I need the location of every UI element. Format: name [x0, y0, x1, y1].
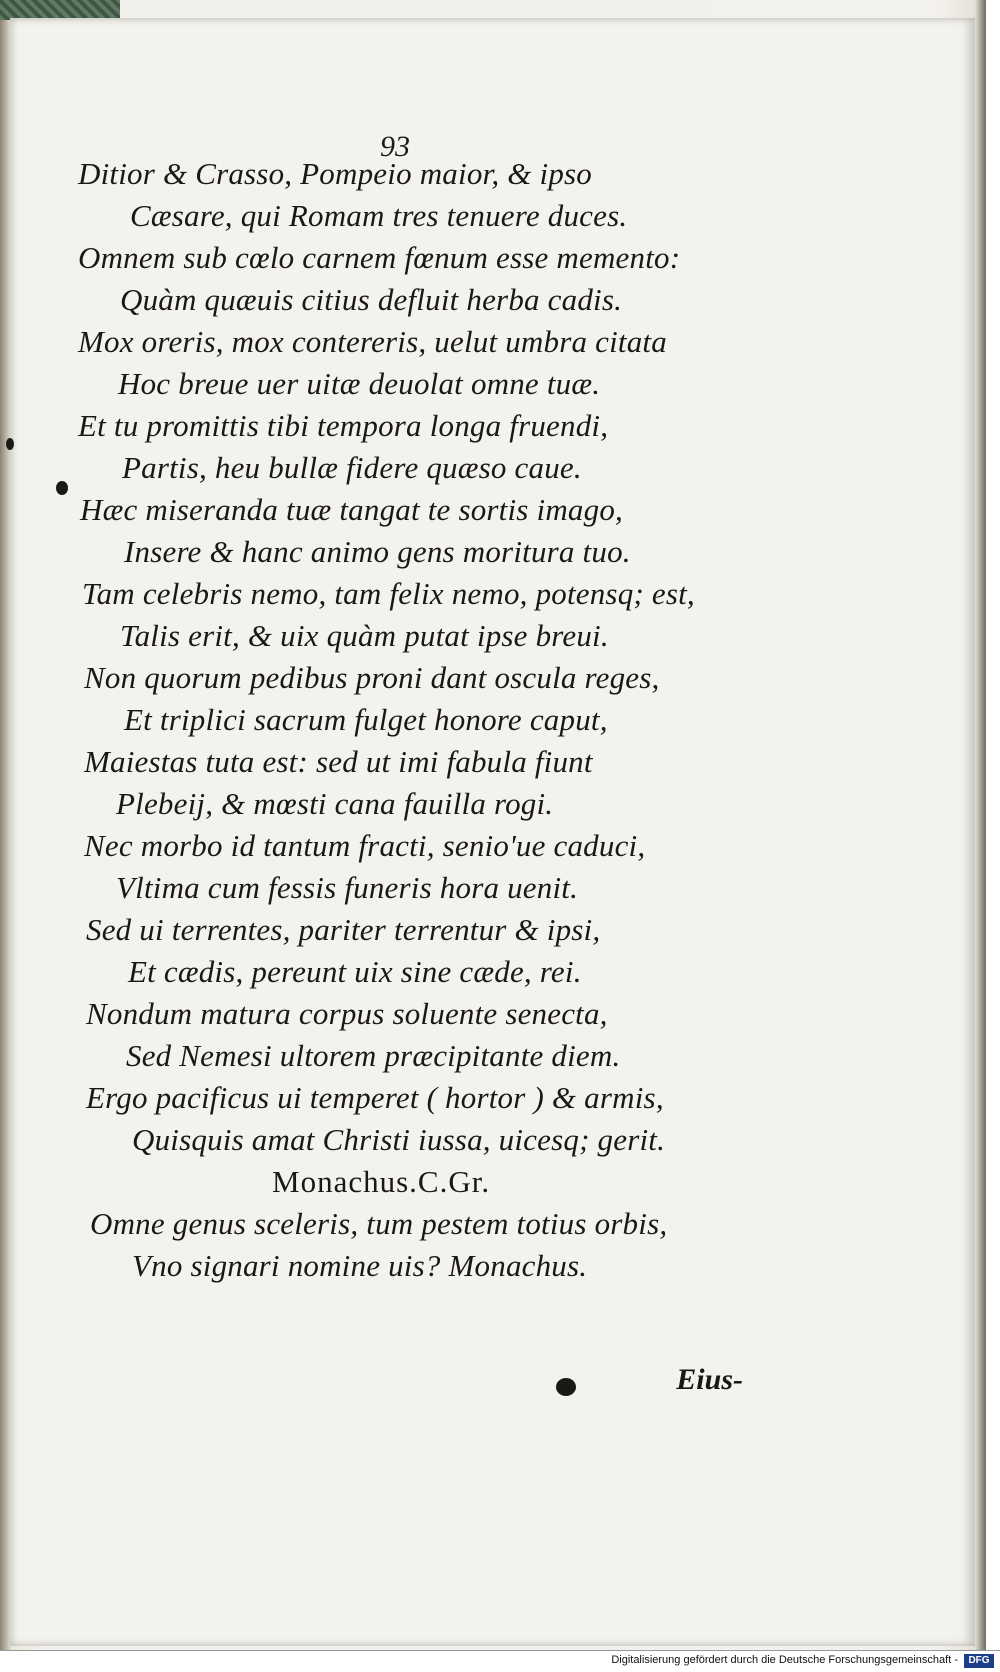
verse-line: Omnem sub cœlo carnem fœnum esse memento: — [78, 240, 681, 275]
verse-line: Hæc miseranda tuæ tangat te sortis imago, — [80, 492, 623, 527]
epigram-line: Omne genus sceleris, tum pestem totius orbis, — [90, 1206, 668, 1241]
binding-cloth — [0, 0, 120, 20]
verse-line: Mox oreris, mox contereris, uelut umbra citata — [78, 324, 667, 359]
ink-spot — [56, 481, 68, 495]
book-page — [10, 18, 975, 1646]
verse-line: Hoc breue uer uitæ deuolat omne tuæ. — [118, 366, 601, 401]
verse-line: Vltima cum fessis funeris hora uenit. — [116, 870, 579, 905]
verse-line: Tam celebris nemo, tam felix nemo, potensq; est, — [82, 576, 695, 611]
digitization-footer — [0, 1650, 1000, 1672]
funding-credit: Digitalisierung gefördert durch die Deutsche Forschungsgemeinschaft - — [611, 1654, 958, 1666]
verse-line: Ergo pacificus ui temperet ( hortor ) & armis, — [86, 1080, 664, 1115]
verse-line: Et cædis, pereunt uix sine cæde, rei. — [128, 954, 582, 989]
verse-line: Et triplici sacrum fulget honore caput, — [124, 702, 608, 737]
verse-line: Ditior & Crasso, Pompeio maior, & ipso — [78, 156, 592, 191]
verse-line: Maiestas tuta est: sed ut imi fabula fiunt — [84, 744, 593, 779]
verse-line: Quisquis amat Christi iussa, uicesq; gerit. — [132, 1122, 666, 1157]
verse-line: Partis, heu bullæ fidere quæso caue. — [122, 450, 582, 485]
section-heading: Monachus.C.Gr. — [272, 1164, 491, 1199]
verse-line: Plebeij, & mœsti cana fauilla rogi. — [116, 786, 554, 821]
verse-line: Cæsare, qui Romam tres tenuere duces. — [130, 198, 628, 233]
verse-line: Non quorum pedibus proni dant oscula reges, — [84, 660, 660, 695]
verse-line: Et tu promittis tibi tempora longa fruendi, — [78, 408, 609, 443]
page-number: 93 — [380, 130, 410, 163]
ink-spot — [6, 438, 14, 450]
verse-line: Nec morbo id tantum fracti, senio'ue caduci, — [84, 828, 646, 863]
verse-line: Sed Nemesi ultorem præcipitante diem. — [126, 1038, 621, 1073]
catchword: Eius- — [676, 1363, 743, 1396]
verse-line: Talis erit, & uix quàm putat ipse breui. — [120, 618, 609, 653]
verse-line: Quàm quæuis citius defluit herba cadis. — [120, 282, 623, 317]
epigram-line: Vno signari nomine uis? Monachus. — [132, 1248, 588, 1283]
verse-line: Sed ui terrentes, pariter terrentur & ipsi, — [86, 912, 601, 947]
ink-spot — [556, 1378, 576, 1396]
verse-line: Nondum matura corpus soluente senecta, — [86, 996, 608, 1031]
verse-line: Insere & hanc animo gens moritura tuo. — [124, 534, 631, 569]
dfg-logo-icon: DFG — [964, 1654, 994, 1668]
